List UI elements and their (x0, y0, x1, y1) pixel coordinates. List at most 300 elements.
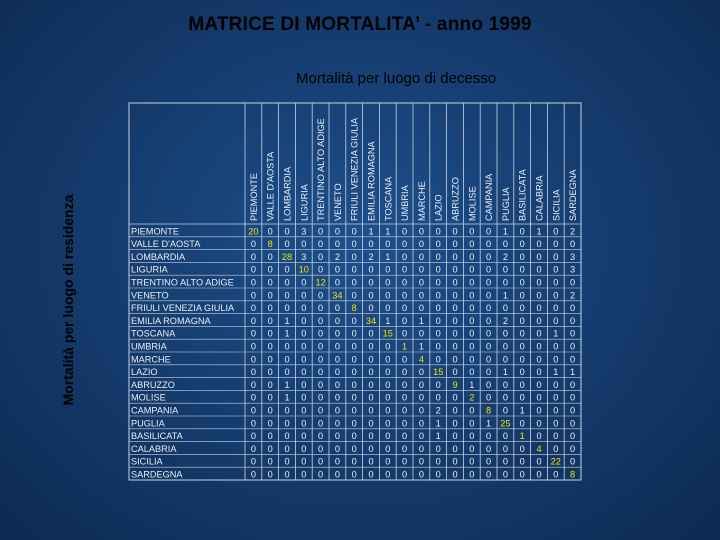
matrix-cell: 0 (368, 264, 374, 275)
matrix-cell: 0 (368, 303, 374, 314)
matrix-cell: 0 (435, 341, 441, 352)
matrix-cell: 0 (385, 469, 391, 480)
matrix-cell: 0 (334, 226, 340, 237)
column-header: SICILIA (551, 189, 562, 221)
matrix-cell: 0 (435, 443, 441, 454)
matrix-cell: 0 (570, 354, 576, 365)
matrix-cell: 0 (486, 239, 492, 250)
matrix-cell: 0 (267, 251, 273, 262)
matrix-cell: 0 (318, 239, 324, 250)
matrix-cell: 0 (536, 392, 542, 403)
row-label: CALABRIA (131, 443, 177, 454)
column-header: PIEMONTE (248, 173, 259, 221)
matrix-cell: 0 (469, 290, 475, 301)
matrix-cell: 0 (351, 315, 357, 326)
matrix-cell: 0 (250, 418, 256, 429)
matrix-cell: 0 (536, 290, 542, 301)
matrix-cell: 0 (469, 315, 475, 326)
matrix-cell: 0 (284, 431, 290, 442)
matrix-cell: 0 (553, 315, 559, 326)
matrix-cell: 0 (553, 277, 559, 288)
matrix-cell: 0 (536, 431, 542, 442)
matrix-cell: 0 (452, 456, 458, 467)
matrix-cell: 0 (519, 443, 525, 454)
matrix-cell-diagonal: 9 (452, 379, 458, 390)
matrix-cell: 0 (385, 392, 391, 403)
matrix-cell: 0 (553, 341, 559, 352)
matrix-cell: 0 (418, 328, 424, 339)
matrix-cell: 3 (570, 264, 576, 275)
matrix-cell: 0 (435, 456, 441, 467)
matrix-cell: 0 (570, 315, 576, 326)
matrix-cell: 0 (469, 328, 475, 339)
matrix-cell: 0 (469, 405, 475, 416)
matrix-cell: 0 (435, 469, 441, 480)
matrix-cell: 0 (402, 405, 408, 416)
matrix-cell: 0 (385, 443, 391, 454)
matrix-cell: 1 (284, 315, 290, 326)
matrix-cell: 0 (469, 469, 475, 480)
matrix-cell: 0 (435, 264, 441, 275)
matrix-cell: 0 (435, 328, 441, 339)
matrix-cell: 0 (452, 367, 458, 378)
matrix-cell: 0 (351, 367, 357, 378)
matrix-cell: 0 (418, 431, 424, 442)
matrix-cell: 0 (452, 328, 458, 339)
matrix-cell-diagonal: 25 (500, 418, 511, 429)
matrix-cell: 1 (435, 431, 441, 442)
matrix-cell: 0 (486, 443, 492, 454)
matrix-cell: 0 (250, 443, 256, 454)
matrix-cell: 2 (570, 226, 576, 237)
column-header: PUGLIA (500, 187, 511, 221)
matrix-cell: 0 (267, 303, 273, 314)
matrix-cell: 0 (351, 277, 357, 288)
matrix-cell: 1 (486, 418, 492, 429)
matrix-cell: 0 (402, 251, 408, 262)
matrix-cell: 1 (284, 392, 290, 403)
matrix-cell: 1 (502, 367, 508, 378)
row-label: FRIULI VENEZIA GIULIA (131, 303, 235, 314)
matrix-cell: 0 (334, 264, 340, 275)
row-label: LIGURIA (131, 264, 168, 275)
matrix-cell: 0 (418, 290, 424, 301)
matrix-cell: 0 (301, 379, 307, 390)
matrix-cell: 0 (536, 456, 542, 467)
matrix-cell: 0 (301, 303, 307, 314)
matrix-cell: 0 (267, 328, 273, 339)
matrix-cell: 0 (351, 290, 357, 301)
matrix-cell-diagonal: 28 (281, 251, 293, 262)
matrix-cell: 0 (519, 239, 525, 250)
matrix-cell: 0 (418, 251, 424, 262)
row-label: MARCHE (131, 354, 171, 365)
matrix-cell: 1 (385, 226, 391, 237)
column-header: TRENTINO ALTO ADIGE (316, 118, 327, 221)
matrix-cell: 0 (334, 443, 340, 454)
matrix-cell: 0 (452, 469, 458, 480)
matrix-cell: 0 (452, 405, 458, 416)
matrix-cell: 0 (250, 354, 256, 365)
matrix-cell: 0 (452, 226, 458, 237)
matrix-cell: 0 (318, 328, 324, 339)
row-label: VALLE D'AOSTA (131, 239, 201, 250)
matrix-cell: 0 (318, 341, 324, 352)
matrix-cell: 0 (301, 418, 307, 429)
matrix-cell: 0 (284, 277, 290, 288)
matrix-cell: 0 (519, 328, 525, 339)
matrix-cell: 0 (334, 367, 340, 378)
matrix-cell: 0 (301, 277, 307, 288)
matrix-cell: 1 (570, 367, 576, 378)
column-header: LAZIO (433, 194, 444, 221)
page-title: MATRICE DI MORTALITA’ - anno 1999 (188, 14, 532, 35)
column-header: VENETO (332, 183, 343, 221)
matrix-cell: 0 (486, 456, 492, 467)
matrix-cell: 1 (368, 226, 374, 237)
matrix-cell: 0 (318, 303, 324, 314)
matrix-cell: 0 (469, 367, 475, 378)
matrix-cell: 0 (570, 431, 576, 442)
matrix-cell-diagonal: 4 (536, 443, 542, 454)
matrix-cell: 0 (334, 456, 340, 467)
matrix-cell: 0 (250, 456, 256, 467)
matrix-cell: 0 (519, 418, 525, 429)
matrix-cell: 0 (284, 418, 290, 429)
matrix-cell: 0 (250, 251, 256, 262)
matrix-cell: 0 (385, 277, 391, 288)
matrix-cell: 0 (284, 226, 290, 237)
matrix-cell: 1 (519, 405, 525, 416)
matrix-cell: 1 (284, 379, 290, 390)
matrix-cell: 0 (368, 341, 374, 352)
matrix-cell: 1 (385, 315, 391, 326)
matrix-cell: 0 (385, 456, 391, 467)
matrix-cell: 0 (435, 239, 441, 250)
matrix-cell: 0 (402, 239, 408, 250)
row-label: SICILIA (131, 456, 163, 467)
matrix-cell: 0 (385, 379, 391, 390)
matrix-cell: 0 (301, 341, 307, 352)
matrix-cell: 0 (486, 392, 492, 403)
matrix-cell: 0 (519, 264, 525, 275)
matrix-cell: 0 (469, 354, 475, 365)
matrix-cell: 0 (301, 328, 307, 339)
matrix-cell: 0 (402, 290, 408, 301)
matrix-cell: 0 (351, 328, 357, 339)
matrix-cell: 0 (351, 226, 357, 237)
matrix-cell: 0 (250, 239, 256, 250)
matrix-cell: 0 (452, 303, 458, 314)
matrix-cell: 0 (536, 239, 542, 250)
matrix-cell: 0 (385, 290, 391, 301)
matrix-cell: 0 (318, 469, 324, 480)
row-label: LAZIO (131, 367, 158, 378)
matrix-cell: 0 (351, 239, 357, 250)
matrix-cell: 0 (368, 354, 374, 365)
matrix-cell-diagonal: 1 (402, 341, 408, 352)
matrix-cell: 0 (318, 264, 324, 275)
matrix-cell: 0 (502, 456, 508, 467)
column-header: TOSCANA (383, 176, 394, 221)
matrix-cell: 0 (368, 443, 374, 454)
matrix-cell: 0 (418, 264, 424, 275)
matrix-cell: 0 (301, 456, 307, 467)
matrix-cell: 0 (536, 469, 542, 480)
matrix-cell: 0 (519, 469, 525, 480)
matrix-cell: 0 (301, 392, 307, 403)
matrix-cell: 0 (334, 277, 340, 288)
matrix-cell: 0 (452, 341, 458, 352)
matrix-cell: 0 (267, 264, 273, 275)
matrix-cell: 0 (334, 392, 340, 403)
matrix-cell: 0 (486, 315, 492, 326)
matrix-cell: 0 (250, 315, 256, 326)
matrix-cell: 0 (351, 456, 357, 467)
matrix-cell: 0 (402, 418, 408, 429)
matrix-cell: 0 (553, 226, 559, 237)
matrix-cell: 0 (250, 392, 256, 403)
matrix-cell: 0 (536, 418, 542, 429)
matrix-cell: 0 (435, 226, 441, 237)
matrix-cell: 0 (486, 251, 492, 262)
matrix-cell: 0 (486, 328, 492, 339)
matrix-cell-diagonal: 22 (550, 456, 561, 467)
matrix-cell: 0 (502, 392, 508, 403)
matrix-cell: 0 (284, 405, 290, 416)
column-header: LOMBARDIA (282, 166, 293, 221)
matrix-cell: 1 (553, 328, 559, 339)
matrix-cell: 0 (368, 456, 374, 467)
column-header: VALLE D'AOSTA (265, 151, 276, 221)
matrix-cell-diagonal: 15 (382, 328, 393, 339)
matrix-cell: 0 (553, 251, 559, 262)
matrix-cell: 0 (435, 315, 441, 326)
matrix-cell: 0 (301, 367, 307, 378)
matrix-cell: 0 (418, 443, 424, 454)
row-label: LOMBARDIA (131, 251, 186, 262)
row-label: VENETO (131, 290, 169, 301)
matrix-cell: 0 (351, 392, 357, 403)
matrix-cell: 0 (452, 354, 458, 365)
matrix-cell: 0 (250, 405, 256, 416)
matrix-cell-diagonal: 34 (332, 290, 343, 301)
matrix-cell: 0 (351, 354, 357, 365)
matrix-cell: 0 (519, 392, 525, 403)
matrix-cell: 0 (502, 303, 508, 314)
matrix-cell-diagonal: 8 (570, 469, 576, 480)
matrix-cell: 0 (402, 303, 408, 314)
matrix-cell: 0 (469, 341, 475, 352)
matrix-cell: 0 (301, 315, 307, 326)
row-label: BASILICATA (131, 431, 183, 442)
matrix-cell: 0 (351, 431, 357, 442)
matrix-cell: 0 (368, 379, 374, 390)
matrix-cell: 0 (402, 431, 408, 442)
matrix-cell: 0 (435, 379, 441, 390)
matrix-cell-diagonal: 12 (315, 277, 326, 288)
matrix-cell: 0 (452, 264, 458, 275)
matrix-cell: 0 (519, 456, 525, 467)
matrix-cell: 0 (368, 418, 374, 429)
row-label: PIEMONTE (131, 226, 179, 237)
matrix-cell: 0 (502, 405, 508, 416)
matrix-cell: 0 (486, 290, 492, 301)
matrix-cell: 0 (334, 431, 340, 442)
matrix-cell: 0 (301, 431, 307, 442)
matrix-cell: 0 (368, 277, 374, 288)
matrix-cell: 0 (570, 418, 576, 429)
matrix-cell: 0 (486, 264, 492, 275)
matrix-cell: 0 (267, 379, 273, 390)
matrix-cell: 0 (502, 431, 508, 442)
matrix-cell: 0 (318, 443, 324, 454)
matrix-cell: 2 (334, 251, 340, 262)
matrix-cell: 0 (486, 354, 492, 365)
matrix-cell: 0 (385, 264, 391, 275)
row-label: ABRUZZO (131, 379, 175, 390)
matrix-cell: 2 (435, 405, 441, 416)
matrix-cell: 0 (334, 405, 340, 416)
matrix-cell: 0 (267, 341, 273, 352)
matrix-cell: 0 (301, 290, 307, 301)
matrix-cell: 0 (452, 392, 458, 403)
matrix-cell: 0 (385, 367, 391, 378)
matrix-cell: 0 (486, 367, 492, 378)
matrix-cell: 0 (402, 367, 408, 378)
matrix-cell: 0 (351, 379, 357, 390)
column-header: MOLISE (467, 186, 478, 221)
matrix-cell: 0 (351, 405, 357, 416)
matrix-cell: 0 (418, 367, 424, 378)
matrix-cell: 0 (536, 367, 542, 378)
matrix-cell: 1 (553, 367, 559, 378)
matrix-cell: 0 (452, 315, 458, 326)
matrix-cell: 0 (334, 315, 340, 326)
matrix-cell: 0 (418, 456, 424, 467)
matrix-cell: 0 (418, 418, 424, 429)
matrix-cell: 0 (570, 379, 576, 390)
matrix-cell: 0 (502, 264, 508, 275)
matrix-cell: 0 (267, 354, 273, 365)
matrix-cell: 0 (318, 392, 324, 403)
matrix-cell: 0 (418, 379, 424, 390)
matrix-cell: 0 (368, 431, 374, 442)
matrix-cell: 0 (418, 239, 424, 250)
matrix-cell: 0 (267, 456, 273, 467)
matrix-cell: 0 (553, 418, 559, 429)
matrix-cell-diagonal: 4 (418, 354, 424, 365)
matrix-cell: 0 (502, 239, 508, 250)
matrix-cell: 0 (553, 443, 559, 454)
matrix-cell: 0 (519, 315, 525, 326)
matrix-cell: 2 (570, 290, 576, 301)
matrix-cell: 1 (435, 418, 441, 429)
matrix-cell: 0 (301, 405, 307, 416)
matrix-cell: 0 (402, 277, 408, 288)
matrix-cell: 0 (284, 341, 290, 352)
matrix-cell: 0 (402, 226, 408, 237)
matrix-cell: 0 (452, 277, 458, 288)
matrix-cell: 0 (570, 239, 576, 250)
matrix-cell: 0 (402, 379, 408, 390)
matrix-cell: 0 (486, 277, 492, 288)
matrix-cell: 0 (250, 367, 256, 378)
matrix-cell: 0 (553, 405, 559, 416)
matrix-cell: 0 (452, 443, 458, 454)
matrix-cell: 0 (553, 469, 559, 480)
matrix-cell: 0 (418, 469, 424, 480)
matrix-cell: 0 (452, 251, 458, 262)
matrix-cell: 0 (502, 328, 508, 339)
matrix-cell: 0 (334, 303, 340, 314)
matrix-cell: 0 (385, 341, 391, 352)
column-axis-title: Mortalità per luogo di decesso (296, 70, 497, 87)
matrix-cell: 0 (267, 418, 273, 429)
matrix-cell: 0 (267, 431, 273, 442)
matrix-cell: 0 (418, 303, 424, 314)
matrix-cell: 0 (502, 379, 508, 390)
column-header: MARCHE (416, 181, 427, 221)
row-label: TOSCANA (131, 328, 176, 339)
matrix-cell: 1 (385, 251, 391, 262)
matrix-cell: 0 (502, 277, 508, 288)
matrix-cell: 0 (267, 315, 273, 326)
matrix-cell: 0 (385, 354, 391, 365)
matrix-cell: 0 (519, 379, 525, 390)
matrix-cell: 0 (267, 405, 273, 416)
matrix-cell: 0 (318, 431, 324, 442)
matrix-cell: 0 (469, 431, 475, 442)
matrix-cell: 0 (402, 443, 408, 454)
row-label: UMBRIA (131, 341, 167, 352)
matrix-cell: 0 (318, 456, 324, 467)
column-header: UMBRIA (400, 185, 411, 221)
matrix-cell: 0 (502, 354, 508, 365)
matrix-cell-diagonal: 10 (298, 264, 309, 275)
matrix-cell: 0 (284, 264, 290, 275)
matrix-cell: 0 (402, 315, 408, 326)
matrix-cell: 0 (385, 303, 391, 314)
matrix-cell: 0 (502, 341, 508, 352)
matrix-cell: 3 (301, 251, 307, 262)
matrix-cell: 0 (250, 469, 256, 480)
matrix-cell-diagonal: 34 (365, 315, 377, 326)
matrix-cell: 0 (536, 328, 542, 339)
matrix-cell: 0 (301, 443, 307, 454)
matrix-cell: 0 (284, 290, 290, 301)
matrix-cell: 0 (570, 443, 576, 454)
matrix-cell: 0 (469, 251, 475, 262)
matrix-cell: 0 (334, 469, 340, 480)
matrix-cell: 0 (318, 379, 324, 390)
matrix-cell-diagonal: 15 (433, 367, 444, 378)
matrix-cell: 0 (536, 354, 542, 365)
matrix-cell: 0 (570, 277, 576, 288)
matrix-cell: 0 (519, 367, 525, 378)
matrix-cell: 0 (486, 469, 492, 480)
matrix-cell: 0 (250, 264, 256, 275)
matrix-cell: 0 (502, 443, 508, 454)
matrix-cell: 0 (351, 469, 357, 480)
matrix-cell-diagonal: 2 (469, 392, 475, 403)
matrix-cell: 0 (486, 341, 492, 352)
matrix-cell: 0 (469, 239, 475, 250)
matrix-cell: 0 (570, 456, 576, 467)
matrix-cell: 0 (267, 443, 273, 454)
matrix-cell: 1 (284, 328, 290, 339)
matrix-cell: 0 (318, 290, 324, 301)
